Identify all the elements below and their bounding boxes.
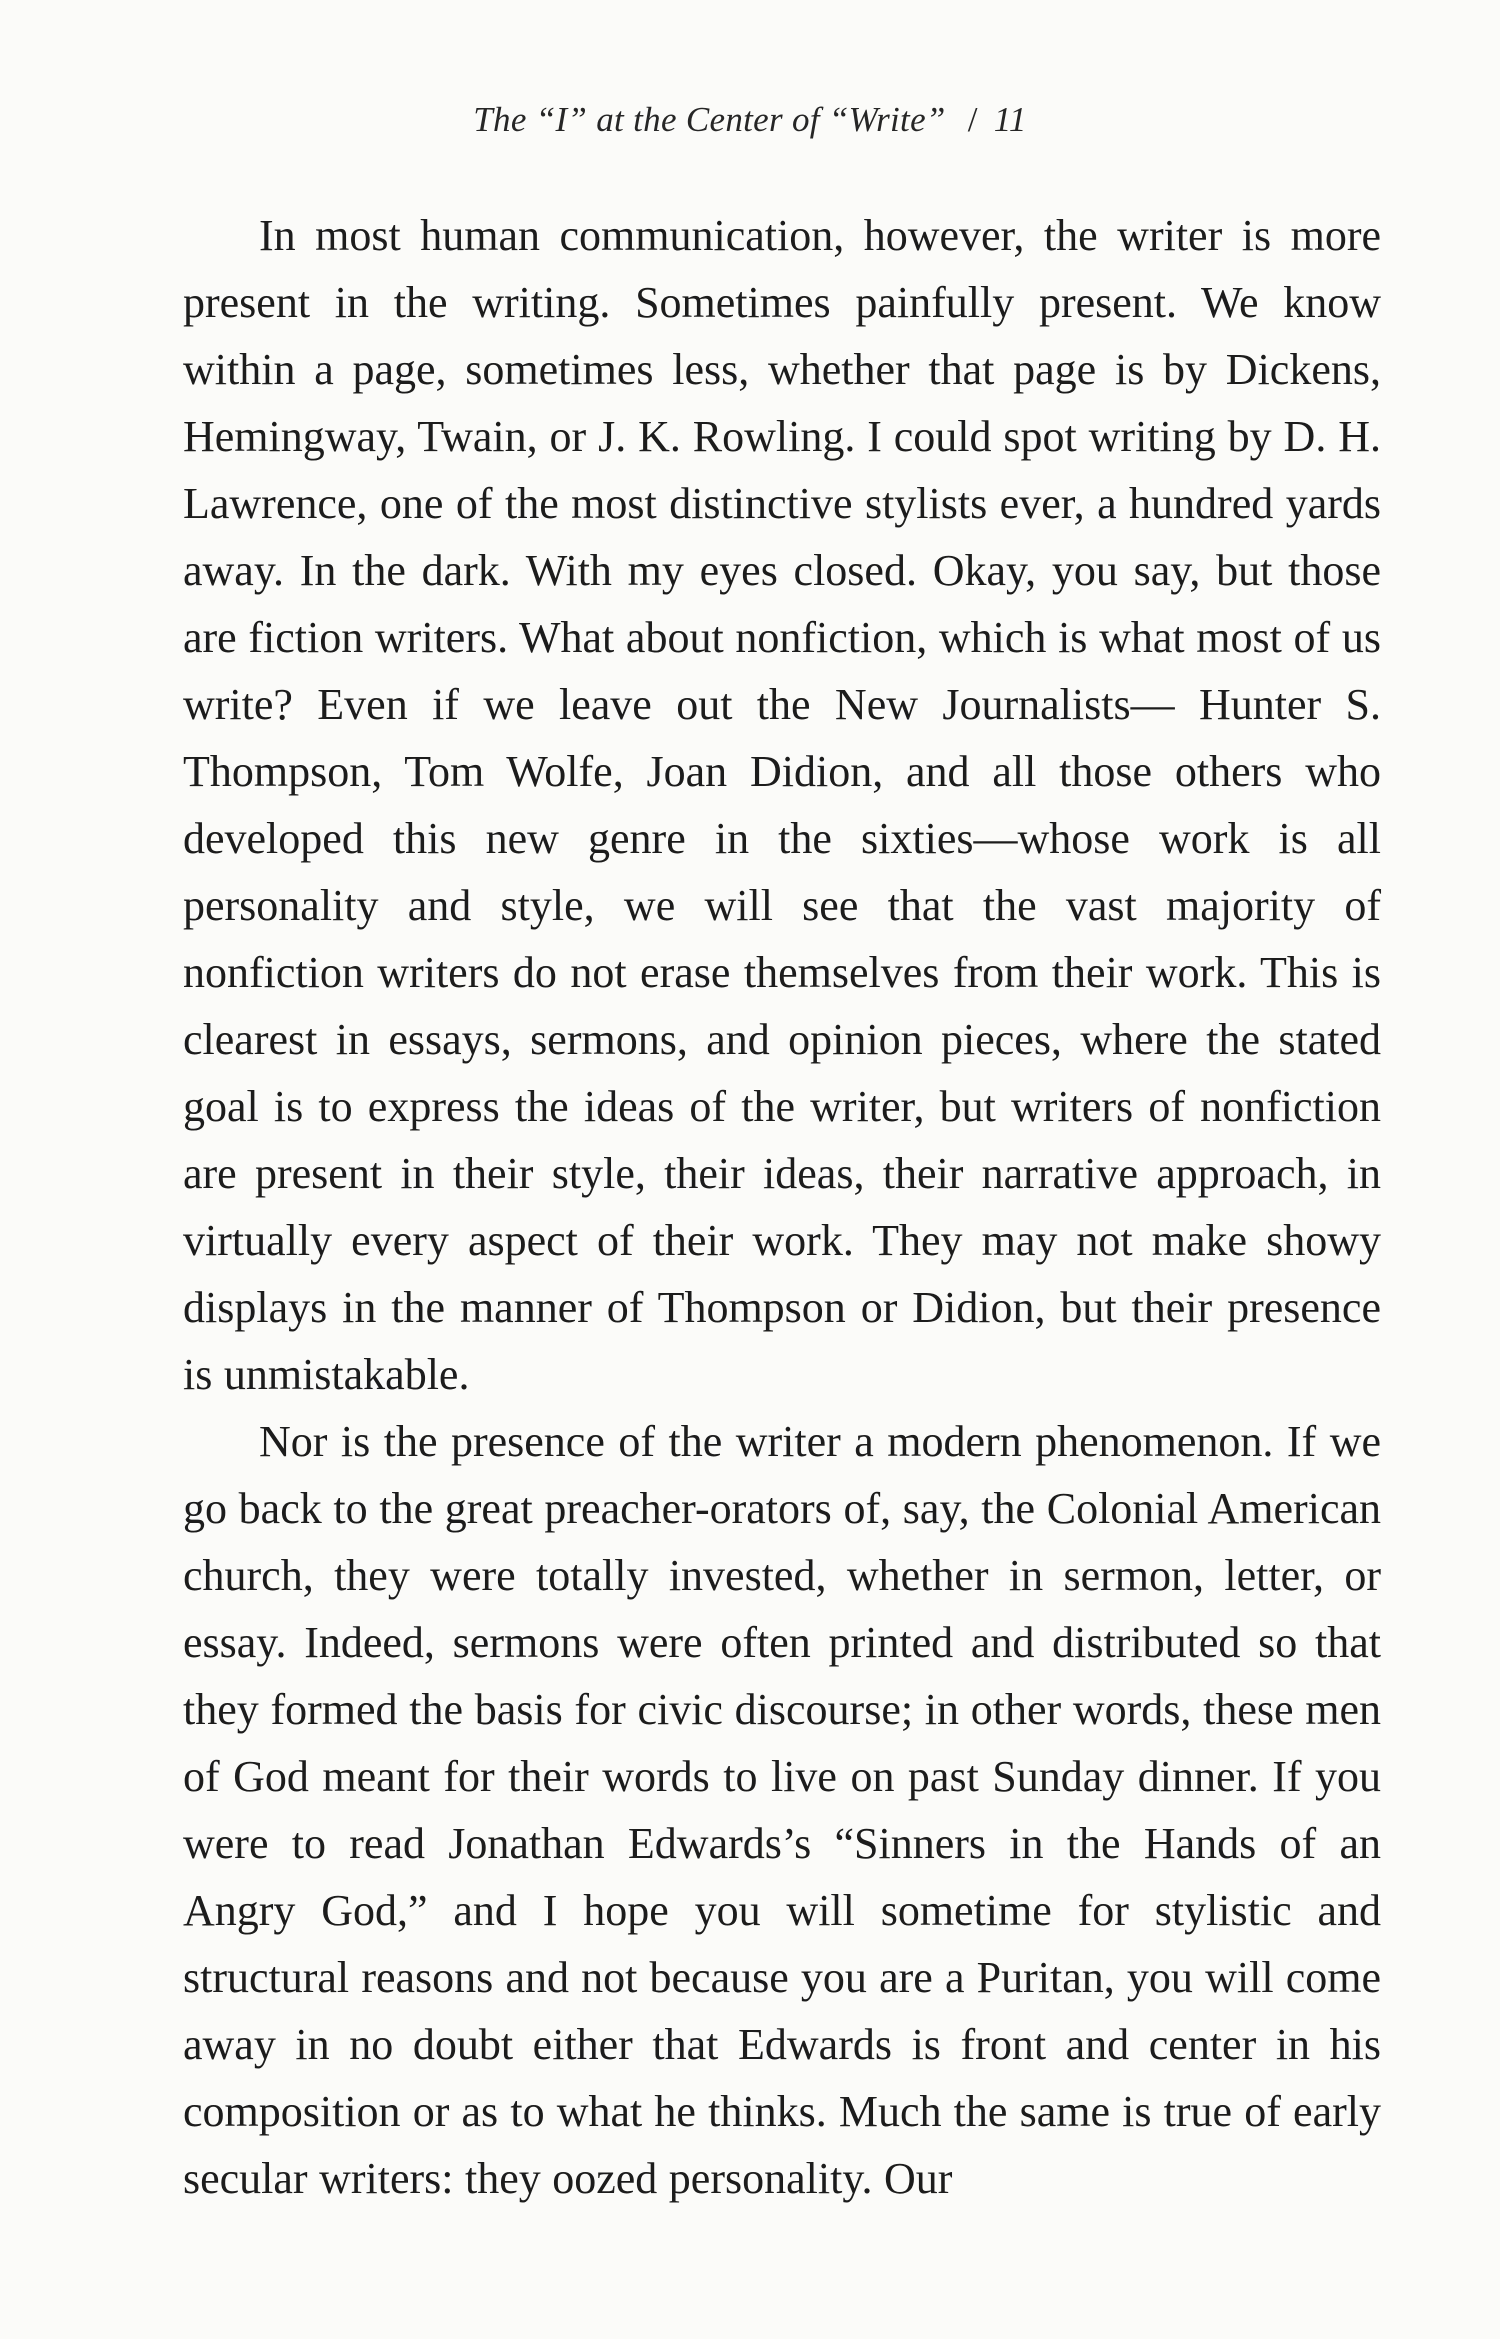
paragraph-2: Nor is the presence of the writer a modern phenomenon. If we go back to the great preacher-orators of, say, the Colonial American church, they were totally invested, whether in sermon, letter, or essay. Indeed, sermons were often printed and distributed so that they formed the basis for civic discourse; in other words, these men of God meant for their words to live on past Sunday dinner. If you were to read Jonathan Edwards’s “Sinners in the Hands of an Angry God,” and I hope you will sometime for stylistic and structural reasons and not because you are a Puritan, you will come away in no doubt either that Edwards is front and center in his composition or as to what he thinks. Much the same is true of early secular writers: they oozed personality. Our	[183, 1417, 1381, 2203]
running-head-title: The “I” at the Center of “Write”	[473, 100, 946, 139]
body-text	[183, 202, 1381, 2212]
running-head-separator: /	[967, 100, 978, 139]
page-number: 11	[993, 100, 1027, 139]
running-head	[0, 98, 1500, 142]
paragraph-1: In most human communication, however, the writer is more present in the writing. Sometimes painfully present. We know within a page, sometimes less, whether that page is by Dickens, Hemingway, Twain, or J. K. Rowling. I could spot writing by D. H. Lawrence, one of the most distinctive stylists ever, a hundred yards away. In the dark. With my eyes closed. Okay, you say, but those are fiction writers. What about nonfiction, which is what most of us write? Even if we leave out the New Journalists— Hunter S. Thompson, Tom Wolfe, Joan Didion, and all those others who developed this new genre in the sixties—whose work is all personality and style, we will see that the vast majority of nonfiction writers do not erase themselves from their work. This is clearest in essays, sermons, and opinion pieces, where the stated goal is to express the ideas of the writer, but writers of nonfiction are present in their style, their ideas, their narrative approach, in virtually every aspect of their work. They may not make showy displays in the manner of Thompson or Didion, but their presence is unmistakable.	[183, 211, 1381, 1399]
